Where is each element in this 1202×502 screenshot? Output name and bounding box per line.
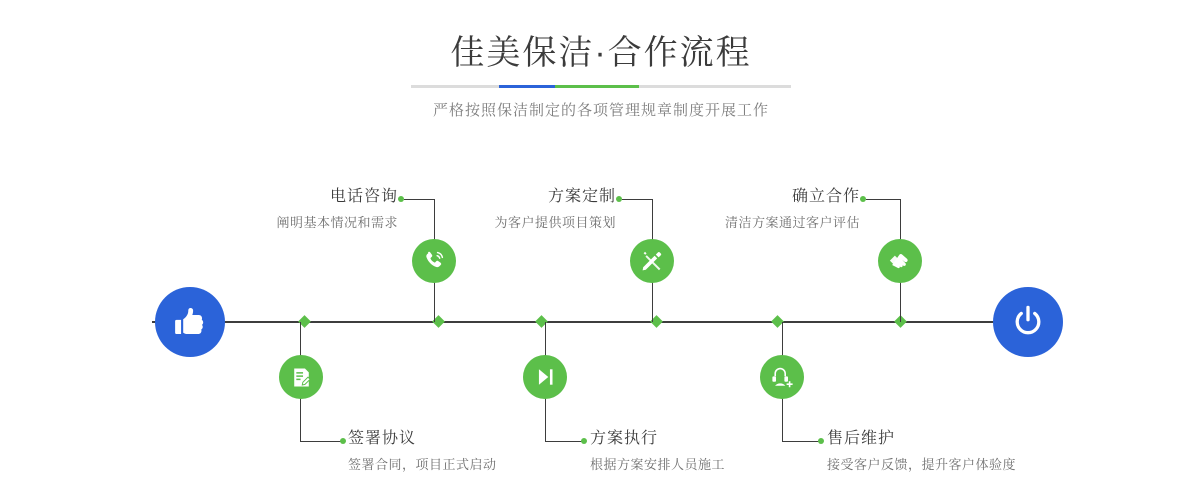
step-label-above-3 xyxy=(706,187,860,233)
connector-dot xyxy=(860,196,866,202)
step-icon-support-agent xyxy=(760,355,804,399)
connector xyxy=(545,441,583,442)
step-title: 签署协议 xyxy=(348,430,417,447)
step-desc: 清洁方案通过客户评估 xyxy=(724,215,860,230)
connector xyxy=(782,441,820,442)
handshake-icon xyxy=(888,249,913,274)
step-label-below-2 xyxy=(590,429,725,475)
connector-dot xyxy=(398,196,404,202)
page-title: 佳美保洁·合作流程 xyxy=(450,34,752,72)
step-desc: 签署合同，项目正式启动 xyxy=(348,457,497,472)
step-title: 方案执行 xyxy=(590,430,659,447)
thumbs-up-icon xyxy=(173,305,207,339)
step-desc: 根据方案安排人员施工 xyxy=(590,457,726,472)
connector xyxy=(866,199,900,200)
step-label-below-1 xyxy=(348,429,497,475)
end-node xyxy=(993,287,1063,357)
start-node xyxy=(155,287,225,357)
step-title: 方案定制 xyxy=(547,188,616,205)
timeline-axis xyxy=(152,321,1050,323)
connector-dot xyxy=(616,196,622,202)
connector-dot xyxy=(340,438,346,444)
step-icon-document-edit xyxy=(279,355,323,399)
step-desc: 阐明基本情况和需求 xyxy=(276,215,398,230)
phone-call-icon xyxy=(422,249,446,273)
document-edit-icon xyxy=(290,366,313,389)
page-subtitle: 严格按照保洁制定的各项管理规章制度开展工作 xyxy=(432,102,769,119)
header xyxy=(0,30,1202,120)
step-label-below-3 xyxy=(827,429,1016,475)
support-agent-icon xyxy=(770,365,794,389)
power-icon xyxy=(1010,304,1046,340)
connector-dot xyxy=(818,438,824,444)
step-desc: 为客户提供项目策划 xyxy=(494,215,616,230)
step-label-above-2 xyxy=(462,187,616,233)
divider-segment-green xyxy=(555,85,639,88)
step-icon-phone-call xyxy=(412,239,456,283)
step-desc: 接受客户反馈，提升客户体验度 xyxy=(827,457,1017,472)
pen-ruler-icon xyxy=(640,249,664,273)
title-divider xyxy=(411,85,791,88)
connector xyxy=(300,441,342,442)
connector xyxy=(404,199,434,200)
step-title: 售后维护 xyxy=(827,430,896,447)
step-title: 确立合作 xyxy=(791,188,860,205)
step-icon-play-forward xyxy=(523,355,567,399)
connector xyxy=(622,199,652,200)
connector-dot xyxy=(581,438,587,444)
step-title: 电话咨询 xyxy=(329,188,398,205)
divider-segment-blue xyxy=(499,85,555,88)
step-icon-pen-ruler xyxy=(630,239,674,283)
step-label-above-1 xyxy=(250,187,398,233)
step-icon-handshake xyxy=(878,239,922,283)
play-forward-icon xyxy=(534,366,556,388)
